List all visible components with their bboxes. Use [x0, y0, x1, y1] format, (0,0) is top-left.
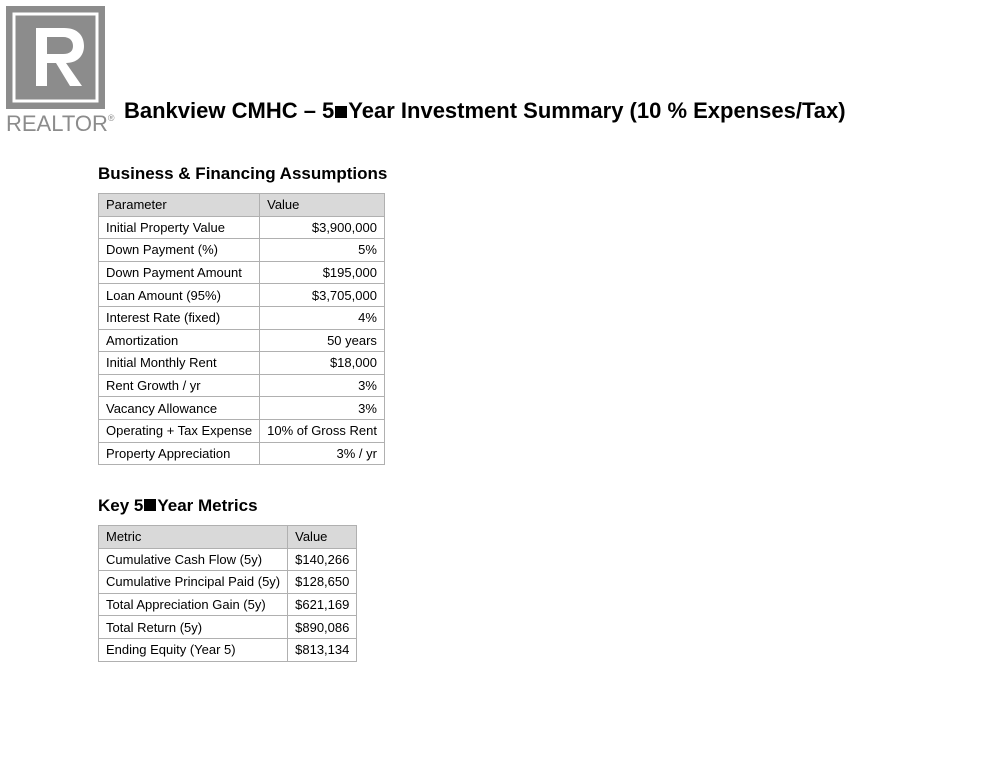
table-row: [99, 329, 385, 352]
table-row: [99, 616, 357, 639]
row-value: $621,169: [288, 593, 357, 616]
row-label: Property Appreciation: [99, 442, 260, 465]
square-glyph-icon: [144, 499, 156, 511]
column-header: Parameter: [99, 194, 260, 217]
row-value: 3% / yr: [260, 442, 385, 465]
column-header: Value: [260, 194, 385, 217]
table-header-row: [99, 526, 357, 549]
row-label: Total Return (5y): [99, 616, 288, 639]
table-row: [99, 284, 385, 307]
column-header: Value: [288, 526, 357, 549]
table-row: [99, 216, 385, 239]
row-label: Total Appreciation Gain (5y): [99, 593, 288, 616]
table-row: [99, 261, 385, 284]
row-value: 10% of Gross Rent: [260, 419, 385, 442]
table-row: [99, 397, 385, 420]
row-value: $140,266: [288, 548, 357, 571]
row-label: Interest Rate (fixed): [99, 306, 260, 329]
row-value: $195,000: [260, 261, 385, 284]
metrics-title: Key 5 Year Metrics: [98, 496, 258, 515]
row-value: $3,705,000: [260, 284, 385, 307]
row-label: Initial Property Value: [99, 216, 260, 239]
row-value: 5%: [260, 239, 385, 262]
row-label: Loan Amount (95%): [99, 284, 260, 307]
row-label: Ending Equity (Year 5): [99, 638, 288, 661]
realtor-r-icon: [6, 6, 105, 109]
row-value: 3%: [260, 397, 385, 420]
table-row: [99, 419, 385, 442]
row-value: $18,000: [260, 352, 385, 375]
row-value: $3,900,000: [260, 216, 385, 239]
realtor-wordmark: REALTOR®: [6, 111, 115, 136]
table-row: [99, 638, 357, 661]
table-row: [99, 239, 385, 262]
assumptions-table: [98, 193, 385, 465]
table-row: [99, 352, 385, 375]
table-row: [99, 593, 357, 616]
row-label: Rent Growth / yr: [99, 374, 260, 397]
row-value: $813,134: [288, 638, 357, 661]
row-label: Initial Monthly Rent: [99, 352, 260, 375]
row-label: Cumulative Principal Paid (5y): [99, 571, 288, 594]
row-value: $890,086: [288, 616, 357, 639]
table-row: [99, 442, 385, 465]
row-value: $128,650: [288, 571, 357, 594]
row-label: Amortization: [99, 329, 260, 352]
table-row: [99, 306, 385, 329]
page-title: Bankview CMHC – 5 Year Investment Summary (10 % Expenses/Tax): [124, 98, 846, 123]
realtor-logo: [6, 6, 116, 136]
metrics-table: [98, 525, 357, 662]
table-row: [99, 548, 357, 571]
assumptions-title: Business & Financing Assumptions: [98, 164, 388, 183]
row-label: Vacancy Allowance: [99, 397, 260, 420]
row-label: Down Payment Amount: [99, 261, 260, 284]
table-row: [99, 374, 385, 397]
table-row: [99, 571, 357, 594]
row-label: Cumulative Cash Flow (5y): [99, 548, 288, 571]
row-label: Down Payment (%): [99, 239, 260, 262]
row-value: 3%: [260, 374, 385, 397]
row-value: 50 years: [260, 329, 385, 352]
column-header: Metric: [99, 526, 288, 549]
row-label: Operating + Tax Expense: [99, 419, 260, 442]
row-value: 4%: [260, 306, 385, 329]
square-glyph-icon: [335, 106, 347, 118]
table-header-row: [99, 194, 385, 217]
